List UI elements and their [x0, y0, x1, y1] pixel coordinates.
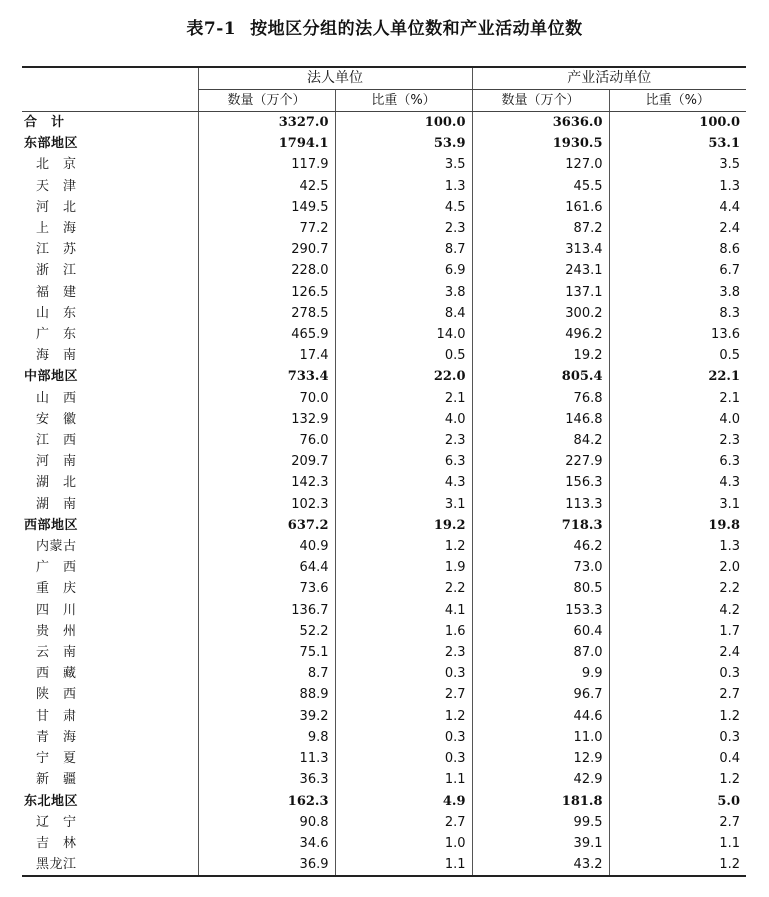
table-row: [22, 812, 746, 833]
legal-share-cell: 1.3: [335, 176, 472, 197]
row-name: 贵 州: [36, 623, 77, 639]
table-row: [22, 663, 746, 684]
table-row: [22, 557, 746, 578]
legal-share-cell: 22.0: [335, 366, 472, 387]
header-activity-units: 产业活动单位: [472, 67, 746, 90]
table-row: [22, 748, 746, 769]
row-name: 合 计: [24, 115, 65, 130]
row-name: 西 藏: [36, 666, 77, 682]
activity-share-cell: 4.2: [609, 600, 746, 621]
activity-share-cell: 1.7: [609, 621, 746, 642]
activity-share-cell: 4.0: [609, 409, 746, 430]
activity-count-cell: 243.1: [472, 260, 609, 281]
activity-share-cell: 1.2: [609, 706, 746, 727]
activity-count-cell: 313.4: [472, 239, 609, 260]
activity-count-cell: 87.2: [472, 218, 609, 239]
legal-share-cell: 3.1: [335, 494, 472, 515]
row-name: 安 徽: [36, 411, 77, 427]
activity-share-cell: 2.7: [609, 812, 746, 833]
activity-count-cell: 87.0: [472, 642, 609, 663]
legal-count-cell: 90.8: [198, 812, 335, 833]
activity-share-cell: 3.8: [609, 282, 746, 303]
legal-count-cell: 228.0: [198, 260, 335, 281]
activity-count-cell: 42.9: [472, 769, 609, 790]
legal-share-cell: 4.1: [335, 600, 472, 621]
row-name: 内蒙古: [36, 539, 77, 555]
activity-count-cell: 45.5: [472, 176, 609, 197]
legal-share-cell: 2.7: [335, 684, 472, 705]
legal-share-cell: 53.9: [335, 133, 472, 154]
activity-count-cell: 99.5: [472, 812, 609, 833]
activity-share-cell: 1.3: [609, 176, 746, 197]
table-row: [22, 536, 746, 557]
table-number: 表7-1: [186, 19, 237, 39]
legal-count-cell: 102.3: [198, 494, 335, 515]
legal-share-cell: 1.9: [335, 557, 472, 578]
activity-share-cell: 4.4: [609, 197, 746, 218]
legal-share-cell: 4.9: [335, 791, 472, 812]
table-row: [22, 621, 746, 642]
table-row: [22, 727, 746, 748]
row-name: 湖 南: [36, 496, 77, 512]
legal-count-cell: 8.7: [198, 663, 335, 684]
activity-count-cell: 805.4: [472, 366, 609, 387]
table-row: [22, 451, 746, 472]
legal-share-cell: 1.2: [335, 536, 472, 557]
activity-share-cell: 6.7: [609, 260, 746, 281]
table-row: [22, 154, 746, 175]
table-row: [22, 472, 746, 493]
activity-count-cell: 113.3: [472, 494, 609, 515]
legal-share-cell: 6.3: [335, 451, 472, 472]
activity-share-cell: 0.3: [609, 727, 746, 748]
activity-count-cell: 9.9: [472, 663, 609, 684]
activity-count-cell: 127.0: [472, 154, 609, 175]
table-row: [22, 854, 746, 876]
activity-share-cell: 1.3: [609, 536, 746, 557]
table-row: [22, 684, 746, 705]
header-activity-share: 比重（%）: [609, 90, 746, 112]
table-row: [22, 600, 746, 621]
row-name: 江 西: [36, 433, 77, 449]
legal-share-cell: 1.0: [335, 833, 472, 854]
row-name: 甘 肃: [36, 708, 77, 724]
legal-share-cell: 4.5: [335, 197, 472, 218]
activity-share-cell: 5.0: [609, 791, 746, 812]
legal-share-cell: 2.7: [335, 812, 472, 833]
table-row-region-total: [22, 791, 746, 812]
activity-share-cell: 2.7: [609, 684, 746, 705]
row-name: 辽 宁: [36, 814, 77, 830]
activity-share-cell: 8.6: [609, 239, 746, 260]
activity-count-cell: 146.8: [472, 409, 609, 430]
table-row: [22, 769, 746, 790]
activity-share-cell: 2.0: [609, 557, 746, 578]
row-name: 北 京: [36, 157, 77, 173]
table-row: [22, 260, 746, 281]
legal-count-cell: 40.9: [198, 536, 335, 557]
legal-count-cell: 117.9: [198, 154, 335, 175]
activity-share-cell: 3.5: [609, 154, 746, 175]
activity-count-cell: 156.3: [472, 472, 609, 493]
legal-share-cell: 1.1: [335, 854, 472, 876]
legal-share-cell: 8.4: [335, 303, 472, 324]
activity-count-cell: 227.9: [472, 451, 609, 472]
table-row: [22, 303, 746, 324]
legal-share-cell: 8.7: [335, 239, 472, 260]
legal-share-cell: 1.1: [335, 769, 472, 790]
page-title: [0, 14, 769, 39]
header-legal-count: 数量（万个）: [198, 90, 335, 112]
table-row: [22, 176, 746, 197]
activity-share-cell: 8.3: [609, 303, 746, 324]
legal-share-cell: 0.5: [335, 345, 472, 366]
row-name: 河 北: [36, 199, 77, 215]
activity-share-cell: 0.4: [609, 748, 746, 769]
header-activity-count: 数量（万个）: [472, 90, 609, 112]
activity-count-cell: 76.8: [472, 388, 609, 409]
row-name: 新 疆: [36, 772, 77, 788]
activity-share-cell: 22.1: [609, 366, 746, 387]
activity-share-cell: 1.1: [609, 833, 746, 854]
table-caption: 按地区分组的法人单位数和产业活动单位数: [250, 19, 583, 39]
table-row: [22, 430, 746, 451]
row-name: 陕 西: [36, 687, 77, 703]
row-name: 山 东: [36, 305, 77, 321]
legal-share-cell: 3.5: [335, 154, 472, 175]
row-name: 河 南: [36, 454, 77, 470]
row-name: 云 南: [36, 645, 77, 661]
table-row: [22, 494, 746, 515]
row-name: 宁 夏: [36, 751, 77, 767]
activity-count-cell: 11.0: [472, 727, 609, 748]
legal-count-cell: 77.2: [198, 218, 335, 239]
legal-count-cell: 73.6: [198, 578, 335, 599]
table-row: [22, 642, 746, 663]
activity-count-cell: 300.2: [472, 303, 609, 324]
activity-count-cell: 43.2: [472, 854, 609, 876]
table-row-region-total: [22, 133, 746, 154]
legal-count-cell: 36.3: [198, 769, 335, 790]
table-row-region-total: [22, 112, 746, 134]
legal-share-cell: 2.3: [335, 218, 472, 239]
row-name: 天 津: [36, 178, 77, 194]
activity-count-cell: 84.2: [472, 430, 609, 451]
legal-count-cell: 70.0: [198, 388, 335, 409]
row-name: 山 西: [36, 390, 77, 406]
activity-count-cell: 80.5: [472, 578, 609, 599]
legal-count-cell: 39.2: [198, 706, 335, 727]
row-name: 西部地区: [24, 517, 79, 533]
table-row: [22, 218, 746, 239]
region-units-table: [22, 66, 746, 877]
header-legal-units: 法人单位: [198, 67, 472, 90]
legal-count-cell: 17.4: [198, 345, 335, 366]
legal-share-cell: 2.3: [335, 642, 472, 663]
row-name: 重 庆: [36, 581, 77, 597]
activity-share-cell: 19.8: [609, 515, 746, 536]
activity-count-cell: 44.6: [472, 706, 609, 727]
legal-share-cell: 100.0: [335, 112, 472, 134]
row-name: 东部地区: [24, 136, 79, 152]
activity-count-cell: 1930.5: [472, 133, 609, 154]
activity-share-cell: 1.2: [609, 854, 746, 876]
legal-count-cell: 1794.1: [198, 133, 335, 154]
table-row: [22, 578, 746, 599]
table-row: [22, 706, 746, 727]
row-name: 中部地区: [24, 369, 79, 385]
legal-count-cell: 34.6: [198, 833, 335, 854]
legal-share-cell: 2.1: [335, 388, 472, 409]
table-row-region-total: [22, 515, 746, 536]
legal-share-cell: 2.2: [335, 578, 472, 599]
activity-share-cell: 2.4: [609, 218, 746, 239]
activity-share-cell: 2.4: [609, 642, 746, 663]
row-name: 广 西: [36, 560, 77, 576]
activity-share-cell: 0.5: [609, 345, 746, 366]
legal-count-cell: 136.7: [198, 600, 335, 621]
legal-count-cell: 11.3: [198, 748, 335, 769]
legal-count-cell: 465.9: [198, 324, 335, 345]
legal-count-cell: 36.9: [198, 854, 335, 876]
activity-count-cell: 137.1: [472, 282, 609, 303]
legal-count-cell: 3327.0: [198, 112, 335, 134]
row-name: 东北地区: [24, 793, 79, 809]
legal-count-cell: 88.9: [198, 684, 335, 705]
activity-share-cell: 13.6: [609, 324, 746, 345]
activity-count-cell: 60.4: [472, 621, 609, 642]
activity-count-cell: 496.2: [472, 324, 609, 345]
legal-count-cell: 42.5: [198, 176, 335, 197]
legal-share-cell: 6.9: [335, 260, 472, 281]
activity-share-cell: 4.3: [609, 472, 746, 493]
row-name: 青 海: [36, 729, 77, 745]
legal-count-cell: 733.4: [198, 366, 335, 387]
legal-share-cell: 0.3: [335, 748, 472, 769]
activity-share-cell: 53.1: [609, 133, 746, 154]
legal-share-cell: 4.0: [335, 409, 472, 430]
header-corner: [22, 67, 198, 112]
table-row: [22, 239, 746, 260]
row-name: 浙 江: [36, 263, 77, 279]
legal-share-cell: 2.3: [335, 430, 472, 451]
activity-count-cell: 718.3: [472, 515, 609, 536]
legal-count-cell: 637.2: [198, 515, 335, 536]
legal-share-cell: 0.3: [335, 663, 472, 684]
legal-count-cell: 132.9: [198, 409, 335, 430]
legal-count-cell: 9.8: [198, 727, 335, 748]
activity-count-cell: 39.1: [472, 833, 609, 854]
table-body: [22, 112, 746, 877]
legal-share-cell: 0.3: [335, 727, 472, 748]
row-name: 湖 北: [36, 475, 77, 491]
legal-count-cell: 126.5: [198, 282, 335, 303]
row-name: 江 苏: [36, 242, 77, 258]
legal-share-cell: 1.6: [335, 621, 472, 642]
legal-count-cell: 162.3: [198, 791, 335, 812]
activity-share-cell: 2.1: [609, 388, 746, 409]
row-name: 吉 林: [36, 835, 77, 851]
legal-share-cell: 4.3: [335, 472, 472, 493]
table-row: [22, 324, 746, 345]
row-name: 福 建: [36, 284, 77, 300]
activity-share-cell: 0.3: [609, 663, 746, 684]
activity-share-cell: 6.3: [609, 451, 746, 472]
legal-share-cell: 3.8: [335, 282, 472, 303]
activity-share-cell: 1.2: [609, 769, 746, 790]
activity-count-cell: 96.7: [472, 684, 609, 705]
table-row: [22, 197, 746, 218]
legal-count-cell: 209.7: [198, 451, 335, 472]
row-name: 四 川: [36, 602, 77, 618]
activity-share-cell: 100.0: [609, 112, 746, 134]
row-name: 广 东: [36, 327, 77, 343]
legal-count-cell: 76.0: [198, 430, 335, 451]
legal-count-cell: 64.4: [198, 557, 335, 578]
activity-count-cell: 161.6: [472, 197, 609, 218]
activity-share-cell: 2.2: [609, 578, 746, 599]
legal-count-cell: 52.2: [198, 621, 335, 642]
table-row: [22, 345, 746, 366]
legal-share-cell: 19.2: [335, 515, 472, 536]
legal-count-cell: 75.1: [198, 642, 335, 663]
activity-share-cell: 3.1: [609, 494, 746, 515]
row-name: 上 海: [36, 221, 77, 237]
legal-count-cell: 278.5: [198, 303, 335, 324]
table-row: [22, 282, 746, 303]
table-row-region-total: [22, 366, 746, 387]
table-row: [22, 409, 746, 430]
legal-share-cell: 1.2: [335, 706, 472, 727]
row-name: 黑龙江: [22, 854, 198, 876]
legal-count-cell: 149.5: [198, 197, 335, 218]
activity-share-cell: 2.3: [609, 430, 746, 451]
activity-count-cell: 3636.0: [472, 112, 609, 134]
table-row: [22, 388, 746, 409]
activity-count-cell: 19.2: [472, 345, 609, 366]
legal-share-cell: 14.0: [335, 324, 472, 345]
activity-count-cell: 181.8: [472, 791, 609, 812]
table-row: [22, 833, 746, 854]
activity-count-cell: 46.2: [472, 536, 609, 557]
activity-count-cell: 73.0: [472, 557, 609, 578]
header-row-groups: [22, 67, 746, 90]
legal-count-cell: 290.7: [198, 239, 335, 260]
activity-count-cell: 153.3: [472, 600, 609, 621]
row-name: 海 南: [36, 348, 77, 364]
header-legal-share: 比重（%）: [335, 90, 472, 112]
activity-count-cell: 12.9: [472, 748, 609, 769]
legal-count-cell: 142.3: [198, 472, 335, 493]
